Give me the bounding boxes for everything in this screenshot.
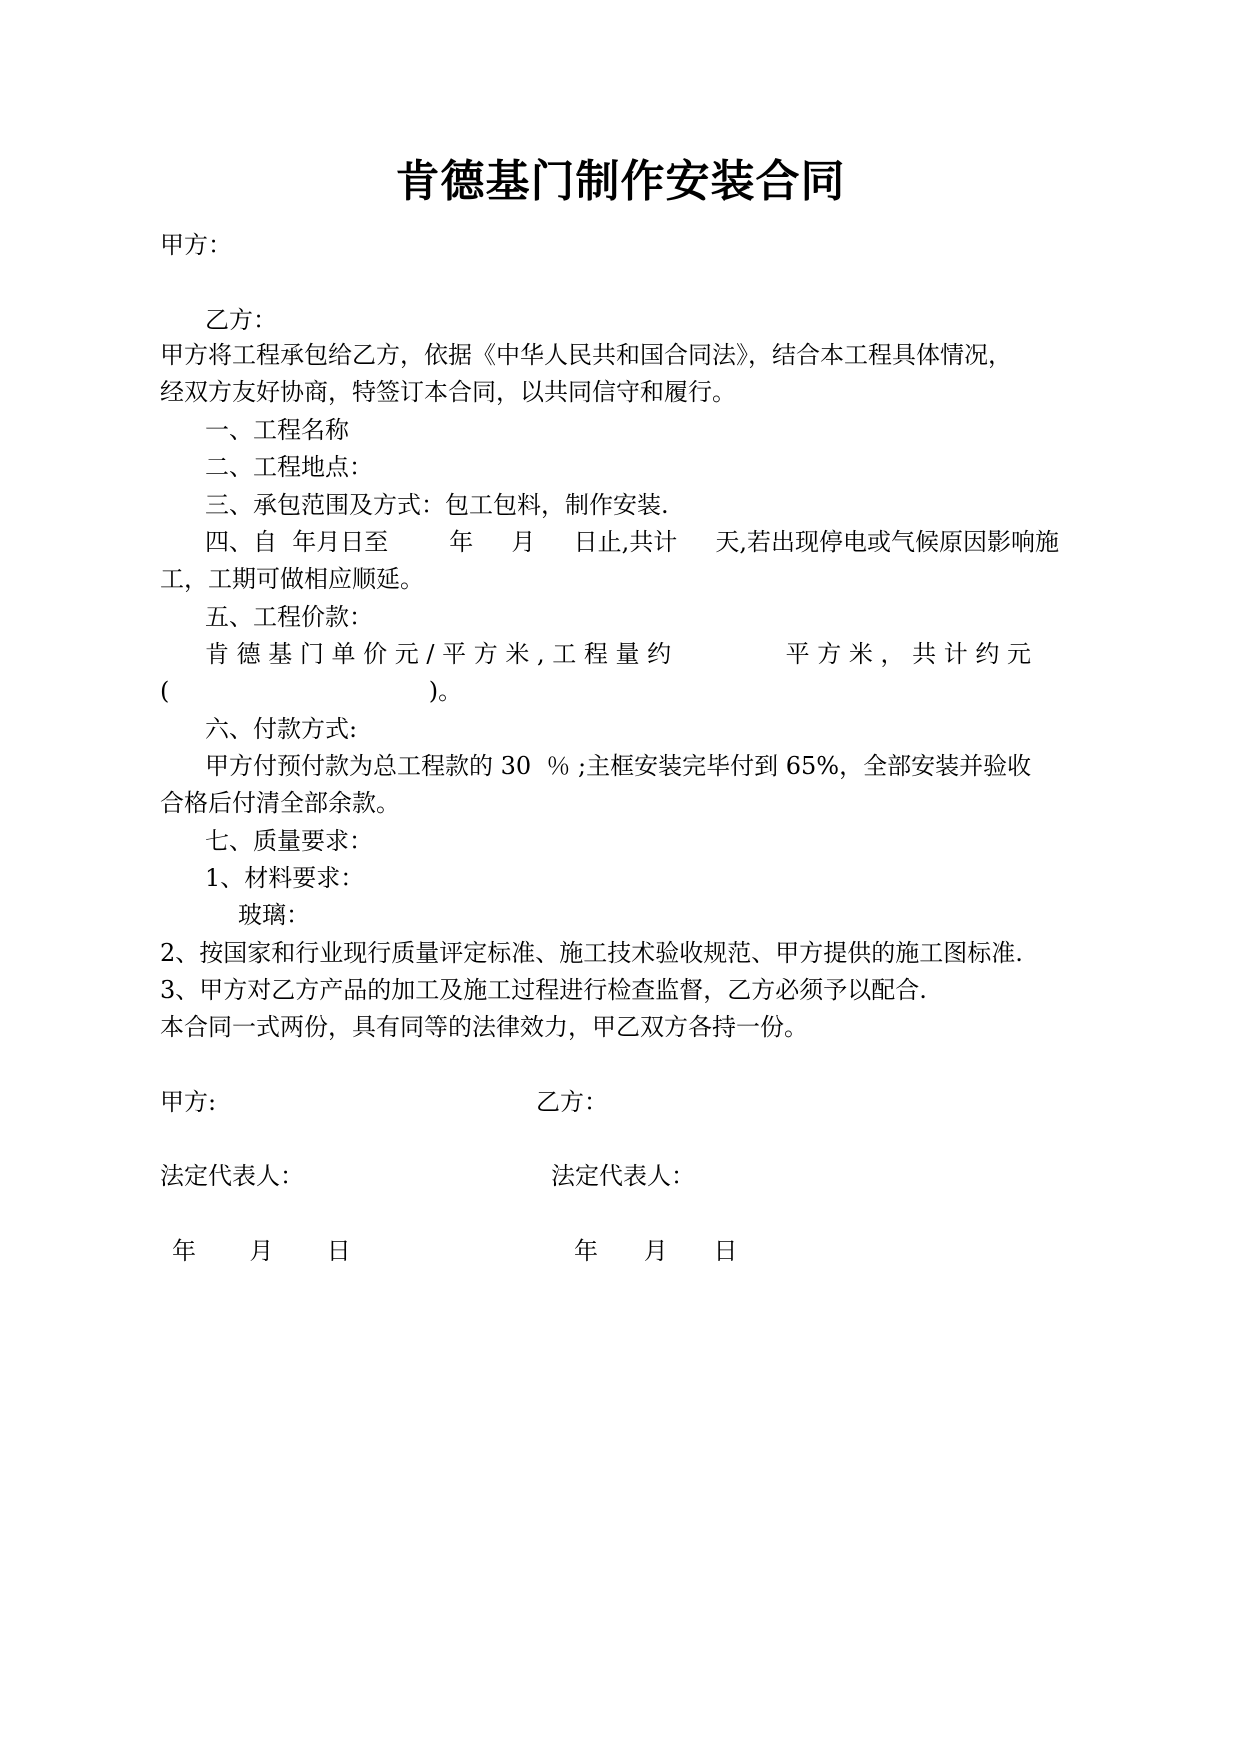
legal-rep-b: 法定代表人： xyxy=(551,1162,695,1190)
item-7-2-standards: 2、按国家和行业现行质量评定标准、施工技术验收规范、甲方提供的施工图标准. xyxy=(160,939,1023,967)
signature-party-a: 甲方: xyxy=(160,1088,217,1116)
document-title: 肯德基门制作安装合同 xyxy=(395,156,846,207)
item-1-project-name: 一、工程名称 xyxy=(205,416,349,444)
item-7-1-materials: 1、材料要求： xyxy=(205,864,365,892)
item-4-line-1: 四、自 年月日至 年 月 日止,共计 天,若出现停电或气候原因影响施 xyxy=(205,528,1059,556)
party-a-label: 甲方： xyxy=(160,231,232,259)
legal-rep-a: 法定代表人： xyxy=(160,1162,304,1190)
copies-clause: 本合同一式两份，具有同等的法律效力，甲乙双方各持一份。 xyxy=(160,1013,808,1041)
party-b-label: 乙方： xyxy=(205,306,277,334)
item-6-payment-heading: 六、付款方式: xyxy=(205,715,358,743)
intro-line-1: 甲方将工程承包给乙方，依据《中华人民共和国合同法》，结合本工程具体情况， xyxy=(160,341,1012,369)
payment-line-1: 甲方付预付款为总工程款的 30 ％ ;主框安装完毕付到 65%，全部安装并验收 xyxy=(205,752,1032,780)
intro-line-2: 经双方友好协商，特签订本合同，以共同信守和履行。 xyxy=(160,378,736,406)
item-4-line-2: 工，工期可做相应顺延。 xyxy=(160,565,424,593)
item-5-price-heading: 五、工程价款： xyxy=(205,603,373,631)
price-line-2: ( )。 xyxy=(160,677,463,705)
item-2-project-location: 二、工程地点： xyxy=(205,453,373,481)
price-line-1: 肯 德 基 门 单 价 元 / 平 方 米 , 工 程 量 约 平 方 米 ， 共 计 约 元 xyxy=(205,640,1031,668)
item-7-quality-heading: 七、质量要求： xyxy=(205,827,373,855)
date-party-b: 年 月 日 xyxy=(574,1237,738,1265)
date-party-a: 年 月 日 xyxy=(172,1237,351,1265)
item-3-scope: 三、承包范围及方式：包工包料，制作安装. xyxy=(205,491,669,519)
payment-line-2: 合格后付清全部余款。 xyxy=(160,789,400,817)
signature-party-b: 乙方： xyxy=(536,1088,608,1116)
glass-label: 玻璃： xyxy=(238,901,310,929)
item-7-3-inspection: 3、甲方对乙方产品的加工及施工过程进行检查监督，乙方必须予以配合. xyxy=(160,976,927,1004)
